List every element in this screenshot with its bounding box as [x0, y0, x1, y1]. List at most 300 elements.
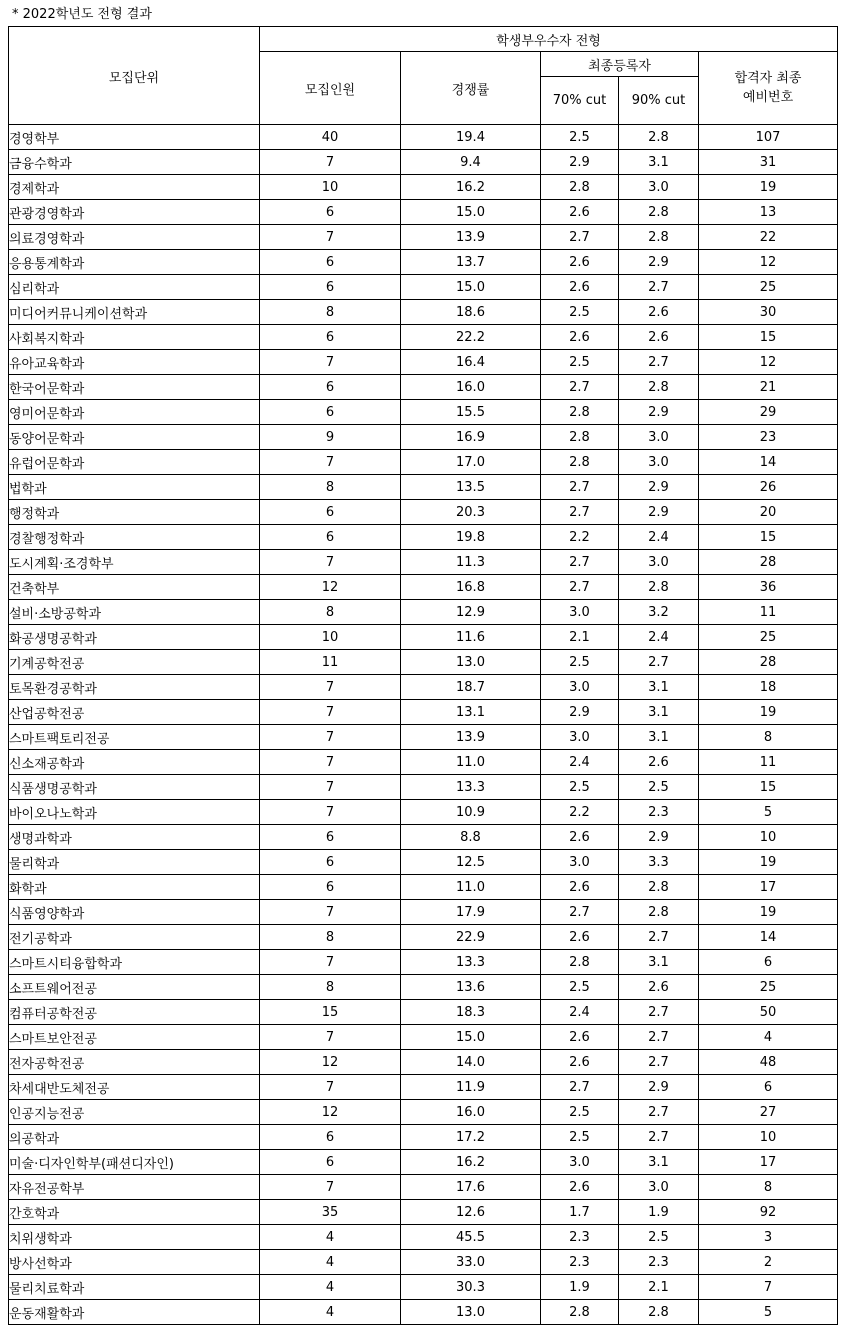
cell-cut70: 2.3 — [541, 1225, 619, 1250]
table-row — [9, 625, 838, 650]
cell-quota: 11 — [260, 650, 401, 675]
cell-waitlist: 14 — [699, 925, 838, 950]
cell-waitlist: 21 — [699, 375, 838, 400]
table-caption: * 2022학년도 전형 결과 — [12, 7, 152, 22]
cell-cut90: 3.0 — [619, 1175, 699, 1200]
cell-cut90: 2.8 — [619, 200, 699, 225]
cell-unit: 운동재활학과 — [9, 1300, 260, 1325]
cell-quota: 6 — [260, 200, 401, 225]
cell-waitlist: 25 — [699, 625, 838, 650]
cell-unit: 컴퓨터공학전공 — [9, 1000, 260, 1025]
cell-quota: 6 — [260, 1125, 401, 1150]
cell-cut90: 2.7 — [619, 275, 699, 300]
cell-cut90: 2.3 — [619, 1250, 699, 1275]
cell-quota: 4 — [260, 1250, 401, 1275]
table-body — [9, 125, 838, 1325]
table-row — [9, 925, 838, 950]
table-row — [9, 500, 838, 525]
cell-cut70: 2.5 — [541, 125, 619, 150]
cell-cut70: 2.2 — [541, 525, 619, 550]
cell-cut90: 3.1 — [619, 700, 699, 725]
cell-cut70: 2.8 — [541, 950, 619, 975]
cell-cut90: 2.4 — [619, 525, 699, 550]
cell-quota: 10 — [260, 175, 401, 200]
cell-quota: 8 — [260, 475, 401, 500]
header-waitlist-line1: 합격자 최종 — [734, 71, 802, 86]
cell-cut90: 2.4 — [619, 625, 699, 650]
cell-ratio: 18.7 — [401, 675, 541, 700]
table-row — [9, 1075, 838, 1100]
table-row — [9, 350, 838, 375]
cell-cut90: 2.7 — [619, 350, 699, 375]
cell-cut90: 3.2 — [619, 600, 699, 625]
cell-cut70: 2.8 — [541, 1300, 619, 1325]
cell-unit: 경영학부 — [9, 125, 260, 150]
cell-cut90: 2.9 — [619, 250, 699, 275]
cell-unit: 신소재공학과 — [9, 750, 260, 775]
cell-unit: 방사선학과 — [9, 1250, 260, 1275]
table-row — [9, 1300, 838, 1325]
header-cut90: 90% cut — [619, 77, 699, 125]
cell-unit: 기계공학전공 — [9, 650, 260, 675]
cell-unit: 의료경영학과 — [9, 225, 260, 250]
cell-waitlist: 13 — [699, 200, 838, 225]
table-row — [9, 450, 838, 475]
cell-cut70: 2.7 — [541, 225, 619, 250]
cell-unit: 심리학과 — [9, 275, 260, 300]
cell-waitlist: 15 — [699, 525, 838, 550]
cell-quota: 35 — [260, 1200, 401, 1225]
table-row — [9, 1175, 838, 1200]
cell-waitlist: 12 — [699, 250, 838, 275]
cell-waitlist: 11 — [699, 750, 838, 775]
cell-ratio: 17.9 — [401, 900, 541, 925]
cell-ratio: 16.2 — [401, 1150, 541, 1175]
cell-waitlist: 48 — [699, 1050, 838, 1075]
table-row — [9, 475, 838, 500]
cell-quota: 6 — [260, 500, 401, 525]
cell-waitlist: 10 — [699, 825, 838, 850]
cell-cut90: 2.9 — [619, 500, 699, 525]
cell-unit: 생명과학과 — [9, 825, 260, 850]
cell-ratio: 19.8 — [401, 525, 541, 550]
table-row — [9, 200, 838, 225]
cell-quota: 8 — [260, 600, 401, 625]
cell-ratio: 11.3 — [401, 550, 541, 575]
cell-cut70: 2.6 — [541, 1175, 619, 1200]
table-row — [9, 750, 838, 775]
cell-cut90: 2.8 — [619, 375, 699, 400]
cell-waitlist: 15 — [699, 325, 838, 350]
cell-ratio: 13.3 — [401, 775, 541, 800]
cell-waitlist: 8 — [699, 725, 838, 750]
cell-cut90: 3.1 — [619, 1150, 699, 1175]
cell-ratio: 13.5 — [401, 475, 541, 500]
cell-unit: 영미어문학과 — [9, 400, 260, 425]
table-row — [9, 650, 838, 675]
cell-waitlist: 29 — [699, 400, 838, 425]
admission-results-table — [8, 26, 838, 1325]
cell-unit: 스마트시티융합학과 — [9, 950, 260, 975]
cell-ratio: 13.0 — [401, 650, 541, 675]
cell-unit: 토목환경공학과 — [9, 675, 260, 700]
cell-cut70: 2.8 — [541, 400, 619, 425]
cell-unit: 산업공학전공 — [9, 700, 260, 725]
cell-cut90: 3.0 — [619, 425, 699, 450]
cell-cut70: 2.5 — [541, 775, 619, 800]
cell-ratio: 33.0 — [401, 1250, 541, 1275]
table-row — [9, 1150, 838, 1175]
cell-cut70: 2.8 — [541, 450, 619, 475]
cell-cut90: 2.6 — [619, 750, 699, 775]
table-row — [9, 700, 838, 725]
cell-ratio: 19.4 — [401, 125, 541, 150]
cell-quota: 10 — [260, 625, 401, 650]
cell-waitlist: 92 — [699, 1200, 838, 1225]
cell-quota: 8 — [260, 975, 401, 1000]
cell-cut70: 2.6 — [541, 325, 619, 350]
table-row — [9, 1125, 838, 1150]
cell-waitlist: 5 — [699, 1300, 838, 1325]
cell-cut70: 3.0 — [541, 675, 619, 700]
table-row — [9, 1200, 838, 1225]
cell-waitlist: 28 — [699, 650, 838, 675]
table-row — [9, 425, 838, 450]
table-row — [9, 675, 838, 700]
cell-ratio: 17.6 — [401, 1175, 541, 1200]
cell-cut90: 2.5 — [619, 1225, 699, 1250]
cell-quota: 7 — [260, 900, 401, 925]
cell-waitlist: 36 — [699, 575, 838, 600]
cell-unit: 식품생명공학과 — [9, 775, 260, 800]
cell-waitlist: 17 — [699, 1150, 838, 1175]
table-header — [9, 27, 838, 125]
cell-cut90: 3.0 — [619, 550, 699, 575]
cell-cut70: 2.6 — [541, 250, 619, 275]
cell-ratio: 13.9 — [401, 225, 541, 250]
cell-waitlist: 6 — [699, 1075, 838, 1100]
cell-waitlist: 11 — [699, 600, 838, 625]
cell-cut90: 2.7 — [619, 1125, 699, 1150]
table-row — [9, 1100, 838, 1125]
cell-unit: 스마트보안전공 — [9, 1025, 260, 1050]
cell-cut90: 2.7 — [619, 650, 699, 675]
cell-quota: 12 — [260, 1050, 401, 1075]
cell-cut70: 2.6 — [541, 925, 619, 950]
cell-quota: 6 — [260, 325, 401, 350]
cell-cut70: 2.4 — [541, 1000, 619, 1025]
cell-quota: 15 — [260, 1000, 401, 1025]
cell-cut70: 2.7 — [541, 500, 619, 525]
cell-cut90: 2.9 — [619, 475, 699, 500]
cell-cut90: 2.9 — [619, 400, 699, 425]
cell-cut70: 3.0 — [541, 850, 619, 875]
cell-cut70: 2.7 — [541, 575, 619, 600]
cell-quota: 12 — [260, 1100, 401, 1125]
cell-unit: 행정학과 — [9, 500, 260, 525]
cell-cut70: 2.7 — [541, 1075, 619, 1100]
table-row — [9, 800, 838, 825]
cell-unit: 의공학과 — [9, 1125, 260, 1150]
cell-cut70: 3.0 — [541, 600, 619, 625]
cell-waitlist: 107 — [699, 125, 838, 150]
cell-quota: 7 — [260, 1175, 401, 1200]
cell-ratio: 15.5 — [401, 400, 541, 425]
cell-ratio: 11.6 — [401, 625, 541, 650]
cell-cut70: 2.9 — [541, 700, 619, 725]
cell-quota: 7 — [260, 775, 401, 800]
cell-quota: 6 — [260, 275, 401, 300]
cell-ratio: 16.0 — [401, 1100, 541, 1125]
cell-cut90: 3.0 — [619, 175, 699, 200]
table-row — [9, 275, 838, 300]
cell-quota: 7 — [260, 1075, 401, 1100]
cell-unit: 경제학과 — [9, 175, 260, 200]
cell-unit: 건축학부 — [9, 575, 260, 600]
cell-quota: 7 — [260, 225, 401, 250]
cell-unit: 도시계획·조경학부 — [9, 550, 260, 575]
cell-ratio: 30.3 — [401, 1275, 541, 1300]
cell-waitlist: 23 — [699, 425, 838, 450]
table-row — [9, 1275, 838, 1300]
table-row — [9, 575, 838, 600]
table-row — [9, 850, 838, 875]
cell-cut70: 1.7 — [541, 1200, 619, 1225]
table-row — [9, 300, 838, 325]
cell-cut70: 3.0 — [541, 1150, 619, 1175]
cell-waitlist: 28 — [699, 550, 838, 575]
table-row — [9, 125, 838, 150]
cell-ratio: 15.0 — [401, 1025, 541, 1050]
cell-quota: 7 — [260, 350, 401, 375]
cell-quota: 8 — [260, 925, 401, 950]
cell-ratio: 20.3 — [401, 500, 541, 525]
cell-unit: 스마트팩토리전공 — [9, 725, 260, 750]
cell-quota: 7 — [260, 750, 401, 775]
cell-ratio: 17.2 — [401, 1125, 541, 1150]
cell-cut90: 2.1 — [619, 1275, 699, 1300]
table-row — [9, 775, 838, 800]
table-row — [9, 1225, 838, 1250]
cell-cut70: 2.3 — [541, 1250, 619, 1275]
cell-unit: 차세대반도체전공 — [9, 1075, 260, 1100]
header-cut70: 70% cut — [541, 77, 619, 125]
cell-cut90: 2.7 — [619, 925, 699, 950]
cell-waitlist: 12 — [699, 350, 838, 375]
cell-unit: 관광경영학과 — [9, 200, 260, 225]
cell-waitlist: 27 — [699, 1100, 838, 1125]
cell-cut90: 3.3 — [619, 850, 699, 875]
cell-quota: 4 — [260, 1300, 401, 1325]
cell-waitlist: 20 — [699, 500, 838, 525]
cell-quota: 6 — [260, 400, 401, 425]
cell-ratio: 10.9 — [401, 800, 541, 825]
cell-unit: 유럽어문학과 — [9, 450, 260, 475]
cell-cut70: 1.9 — [541, 1275, 619, 1300]
header-ratio: 경쟁률 — [401, 52, 541, 125]
table-row — [9, 225, 838, 250]
cell-quota: 4 — [260, 1275, 401, 1300]
cell-cut70: 2.7 — [541, 900, 619, 925]
cell-quota: 4 — [260, 1225, 401, 1250]
cell-waitlist: 19 — [699, 900, 838, 925]
cell-ratio: 16.0 — [401, 375, 541, 400]
cell-cut90: 2.8 — [619, 900, 699, 925]
cell-cut70: 2.7 — [541, 475, 619, 500]
cell-waitlist: 25 — [699, 275, 838, 300]
cell-quota: 6 — [260, 825, 401, 850]
cell-cut90: 2.7 — [619, 1100, 699, 1125]
cell-unit: 설비·소방공학과 — [9, 600, 260, 625]
header-final-registrant: 최종등록자 — [541, 52, 699, 77]
cell-unit: 물리치료학과 — [9, 1275, 260, 1300]
table-row — [9, 875, 838, 900]
table-row — [9, 250, 838, 275]
table-row — [9, 325, 838, 350]
cell-waitlist: 4 — [699, 1025, 838, 1050]
cell-unit: 미술·디자인학부(패션디자인) — [9, 1150, 260, 1175]
cell-ratio: 22.2 — [401, 325, 541, 350]
cell-ratio: 15.0 — [401, 200, 541, 225]
cell-quota: 7 — [260, 150, 401, 175]
cell-quota: 9 — [260, 425, 401, 450]
table-row — [9, 175, 838, 200]
cell-cut90: 2.6 — [619, 325, 699, 350]
cell-ratio: 13.3 — [401, 950, 541, 975]
cell-unit: 전자공학전공 — [9, 1050, 260, 1075]
cell-waitlist: 22 — [699, 225, 838, 250]
cell-quota: 12 — [260, 575, 401, 600]
cell-cut70: 2.2 — [541, 800, 619, 825]
cell-waitlist: 7 — [699, 1275, 838, 1300]
cell-cut90: 2.9 — [619, 825, 699, 850]
cell-cut70: 2.5 — [541, 1125, 619, 1150]
cell-waitlist: 31 — [699, 150, 838, 175]
cell-waitlist: 25 — [699, 975, 838, 1000]
cell-cut70: 2.6 — [541, 1050, 619, 1075]
cell-ratio: 14.0 — [401, 1050, 541, 1075]
cell-quota: 8 — [260, 300, 401, 325]
cell-quota: 6 — [260, 875, 401, 900]
cell-unit: 물리학과 — [9, 850, 260, 875]
header-quota: 모집인원 — [260, 52, 401, 125]
header-program: 학생부우수자 전형 — [260, 27, 838, 52]
cell-ratio: 16.8 — [401, 575, 541, 600]
cell-ratio: 13.0 — [401, 1300, 541, 1325]
cell-unit: 자유전공학부 — [9, 1175, 260, 1200]
cell-ratio: 12.5 — [401, 850, 541, 875]
cell-cut90: 3.1 — [619, 725, 699, 750]
table-row — [9, 1025, 838, 1050]
cell-cut70: 2.5 — [541, 350, 619, 375]
cell-cut90: 2.9 — [619, 1075, 699, 1100]
cell-waitlist: 5 — [699, 800, 838, 825]
cell-cut70: 2.6 — [541, 875, 619, 900]
cell-waitlist: 30 — [699, 300, 838, 325]
cell-waitlist: 17 — [699, 875, 838, 900]
table-row — [9, 400, 838, 425]
cell-waitlist: 19 — [699, 700, 838, 725]
table-row — [9, 975, 838, 1000]
table-row — [9, 550, 838, 575]
table-row — [9, 1250, 838, 1275]
cell-quota: 40 — [260, 125, 401, 150]
cell-quota: 7 — [260, 950, 401, 975]
cell-waitlist: 15 — [699, 775, 838, 800]
cell-ratio: 11.0 — [401, 875, 541, 900]
cell-cut70: 2.8 — [541, 425, 619, 450]
cell-cut90: 2.6 — [619, 975, 699, 1000]
cell-unit: 미디어커뮤니케이션학과 — [9, 300, 260, 325]
cell-ratio: 16.9 — [401, 425, 541, 450]
cell-waitlist: 26 — [699, 475, 838, 500]
cell-cut90: 3.0 — [619, 450, 699, 475]
cell-waitlist: 19 — [699, 175, 838, 200]
cell-unit: 식품영양학과 — [9, 900, 260, 925]
cell-unit: 한국어문학과 — [9, 375, 260, 400]
table-row — [9, 950, 838, 975]
cell-unit: 치위생학과 — [9, 1225, 260, 1250]
cell-quota: 6 — [260, 850, 401, 875]
table-row — [9, 525, 838, 550]
cell-ratio: 18.3 — [401, 1000, 541, 1025]
cell-waitlist: 10 — [699, 1125, 838, 1150]
cell-cut90: 2.8 — [619, 875, 699, 900]
cell-quota: 7 — [260, 450, 401, 475]
cell-quota: 6 — [260, 1150, 401, 1175]
cell-cut70: 2.5 — [541, 650, 619, 675]
cell-cut70: 2.7 — [541, 550, 619, 575]
cell-cut70: 2.5 — [541, 300, 619, 325]
cell-ratio: 9.4 — [401, 150, 541, 175]
cell-quota: 7 — [260, 675, 401, 700]
cell-ratio: 45.5 — [401, 1225, 541, 1250]
cell-waitlist: 50 — [699, 1000, 838, 1025]
table-row — [9, 600, 838, 625]
cell-unit: 유아교육학과 — [9, 350, 260, 375]
cell-unit: 경찰행정학과 — [9, 525, 260, 550]
cell-waitlist: 18 — [699, 675, 838, 700]
cell-ratio: 17.0 — [401, 450, 541, 475]
cell-quota: 7 — [260, 800, 401, 825]
table-row — [9, 1050, 838, 1075]
cell-quota: 6 — [260, 375, 401, 400]
cell-cut90: 2.8 — [619, 1300, 699, 1325]
cell-unit: 화학과 — [9, 875, 260, 900]
cell-waitlist: 14 — [699, 450, 838, 475]
cell-cut90: 3.1 — [619, 150, 699, 175]
cell-unit: 화공생명공학과 — [9, 625, 260, 650]
cell-waitlist: 6 — [699, 950, 838, 975]
cell-unit: 간호학과 — [9, 1200, 260, 1225]
cell-cut70: 2.5 — [541, 975, 619, 1000]
cell-cut70: 2.6 — [541, 825, 619, 850]
cell-unit: 바이오나노학과 — [9, 800, 260, 825]
cell-ratio: 13.1 — [401, 700, 541, 725]
cell-ratio: 12.6 — [401, 1200, 541, 1225]
cell-cut90: 2.8 — [619, 125, 699, 150]
cell-cut90: 2.7 — [619, 1000, 699, 1025]
cell-cut70: 2.1 — [541, 625, 619, 650]
cell-waitlist: 2 — [699, 1250, 838, 1275]
header-waitlist-line2: 예비번호 — [742, 90, 794, 105]
cell-waitlist: 19 — [699, 850, 838, 875]
cell-cut90: 3.1 — [619, 950, 699, 975]
cell-quota: 7 — [260, 700, 401, 725]
cell-ratio: 11.9 — [401, 1075, 541, 1100]
cell-unit: 전기공학과 — [9, 925, 260, 950]
header-waitlist — [699, 52, 838, 125]
